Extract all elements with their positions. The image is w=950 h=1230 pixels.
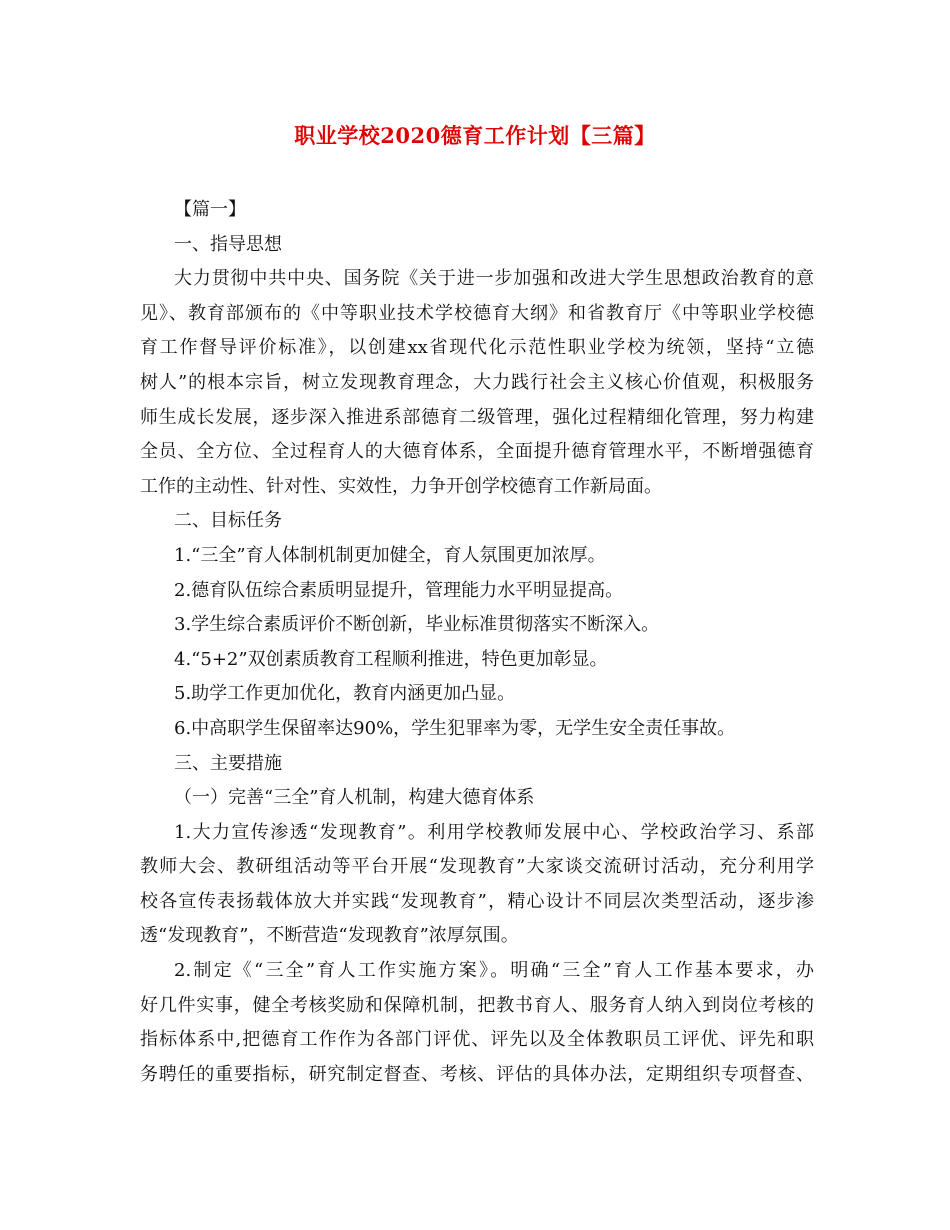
paragraph-line: 大力贯彻中共中央、国务院《关于进一步加强和改进大学生思想政治教育的意 <box>174 268 814 290</box>
list-item: 2.德育队伍综合素质明显提升，管理能力水平明显提高。 <box>174 579 624 601</box>
paragraph-line: 工作的主动性、针对性、实效性，力争开创学校德育工作新局面。 <box>140 475 662 497</box>
paragraph-line: 指标体系中,把德育工作作为各部门评优、评先以及全体教职员工评优、评先和职 <box>140 1029 814 1051</box>
section-heading: 二、目标任务 <box>174 510 282 532</box>
paragraph-line: 2.制定《“三全”育人工作实施方案》。明确“三全”育人工作基本要求，办 <box>174 960 814 982</box>
section-heading: 【篇一】 <box>174 199 246 220</box>
list-item: 6.中高职学生保留率达90%，学生犯罪率为零，无学生安全责任事故。 <box>174 717 736 739</box>
document-title: 职业学校2020德育工作计划【三篇】 <box>294 123 656 148</box>
paragraph-line: 育工作督导评价标准》，以创建xx省现代化示范性职业学校为统领，坚持“立德 <box>140 337 814 359</box>
paragraph-line: 教师大会、教研组活动等平台开展“发现教育”大家谈交流研讨活动，充分利用学 <box>140 856 814 878</box>
list-item: 1.“三全”育人体制机制更加健全，育人氛围更加浓厚。 <box>174 544 606 566</box>
paragraph-line: 树人”的根本宗旨，树立发现教育理念，大力践行社会主义核心价值观，积极服务 <box>140 371 814 393</box>
paragraph-line: 全员、全方位、全过程育人的大德育体系，全面提升德育管理水平，不断增强德育 <box>140 441 814 463</box>
paragraph-line: 校各宣传表扬载体放大并实践“发现教育”，精心设计不同层次类型活动，逐步渗 <box>140 890 814 912</box>
paragraph-line: 见》、教育部颁布的《中等职业技术学校德育大纲》和省教育厅《中等职业学校德 <box>140 302 814 324</box>
section-heading: 三、主要措施 <box>174 752 282 774</box>
paragraph-line: 透“发现教育”，不断营造“发现教育”浓厚氛围。 <box>140 925 519 947</box>
subsection-heading: （一）完善“三全”育人机制，构建大德育体系 <box>174 787 535 809</box>
paragraph-line: 师生成长发展，逐步深入推进系部德育二级管理，强化过程精细化管理，努力构建 <box>140 406 814 428</box>
paragraph-line: 好几件实事，健全考核奖励和保障机制，把教书育人、服务育人纳入到岗位考核的 <box>140 994 814 1016</box>
paragraph-line: 务聘任的重要指标，研究制定督查、考核、评估的具体办法，定期组织专项督查、 <box>140 1063 814 1085</box>
list-item: 3.学生综合素质评价不断创新，毕业标准贯彻落实不断深入。 <box>174 614 660 636</box>
document-body <box>140 193 814 1092</box>
list-item: 4.“5+2”双创素质教育工程顺利推进，特色更加彰显。 <box>174 648 608 670</box>
paragraph-line: 1.大力宣传渗透“发现教育”。利用学校教师发展中心、学校政治学习、系部 <box>174 821 814 843</box>
list-item: 5.助学工作更加优化，教育内涵更加凸显。 <box>174 683 516 705</box>
section-heading: 一、指导思想 <box>174 233 282 255</box>
